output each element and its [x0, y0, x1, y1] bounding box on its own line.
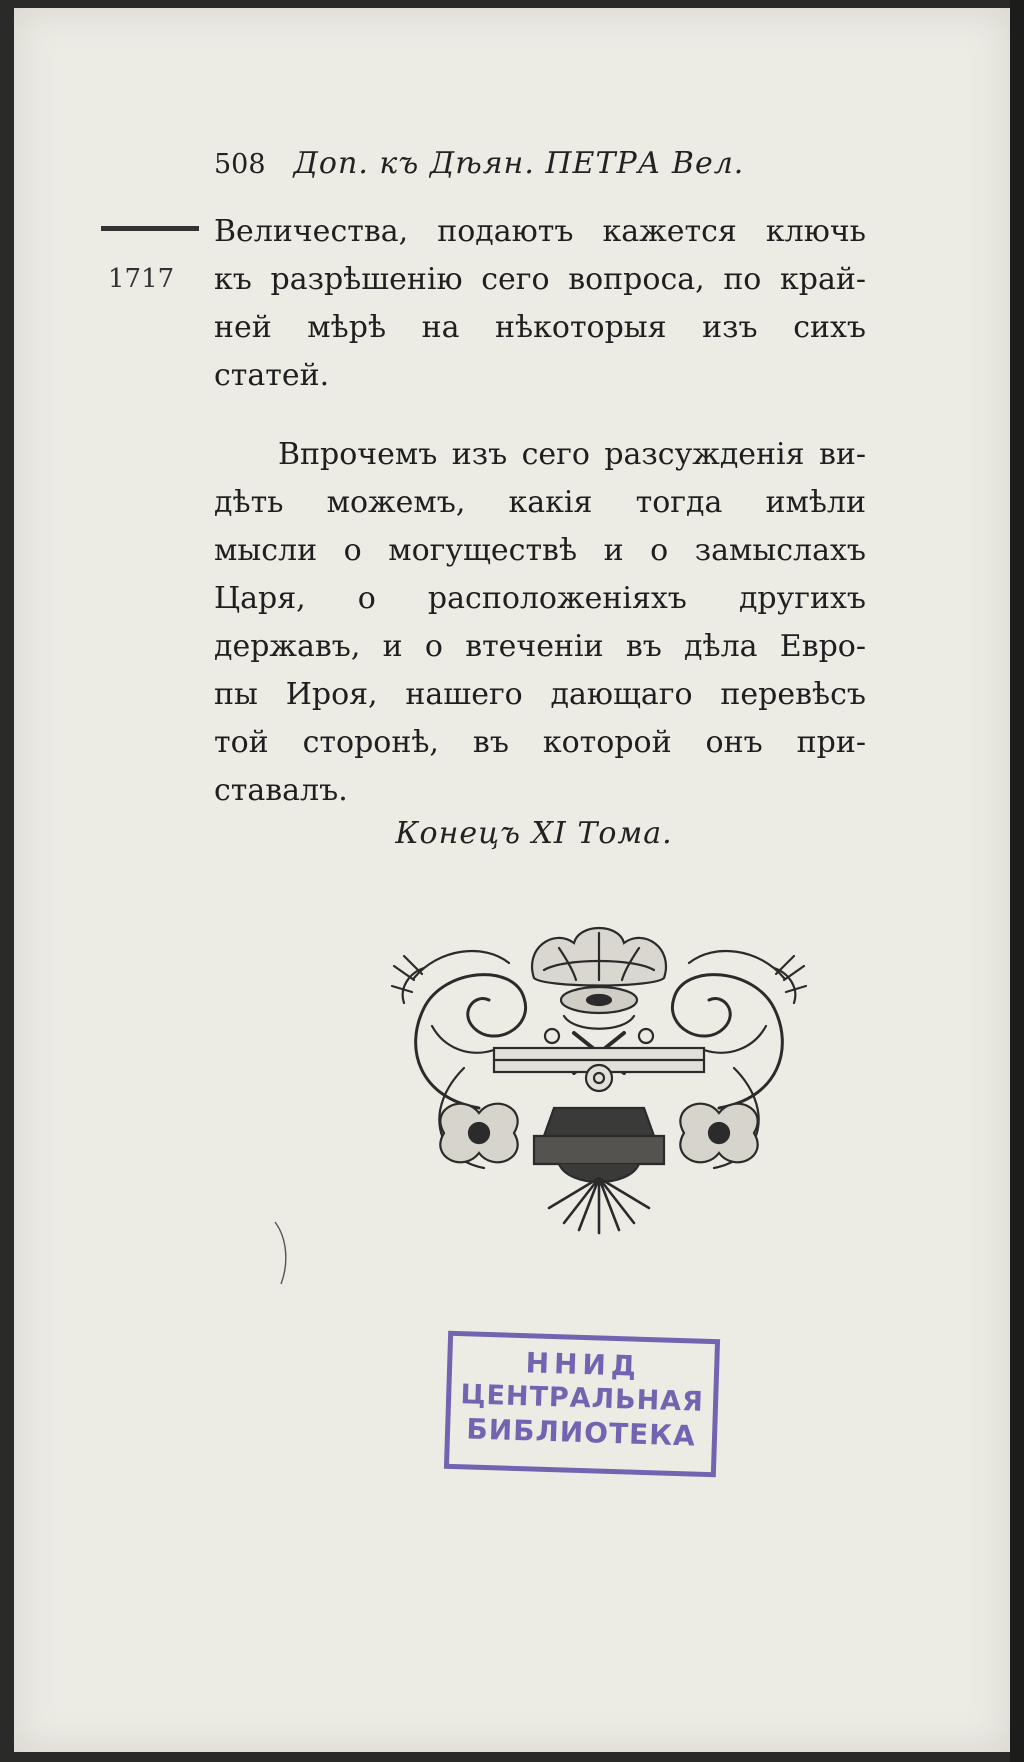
library-stamp [444, 1331, 720, 1477]
stamp-line: ННИД [525, 1346, 642, 1383]
stamp-line: ЦЕНТРАЛЬНАЯ [459, 1379, 705, 1418]
text-line: статей. [214, 358, 330, 393]
stamp-line: БИБЛИОТЕКА [465, 1412, 697, 1453]
running-title: Доп. къ Дѣян. ПЕТРА Вел. [293, 146, 745, 181]
text-line: мысли о могуществѣ и о замыслахъ [214, 533, 866, 568]
margin-year: 1717 [108, 264, 175, 294]
body-text [214, 208, 866, 815]
book-page [14, 8, 1010, 1752]
pencil-mark-icon [269, 1218, 299, 1288]
text-line: той сторонѣ, въ которой онъ при- [214, 725, 866, 760]
text-line: дѣть можемъ, какія тогда имѣли [214, 485, 866, 520]
paragraph-1 [214, 208, 866, 400]
page-number: 508 [214, 149, 266, 180]
paragraph-gap [214, 400, 866, 431]
text-line: Впрочемъ изъ сего разсужденія ви- [278, 437, 866, 472]
text-line: ставалъ. [214, 773, 348, 808]
margin-rule [101, 226, 199, 231]
page-header [214, 146, 854, 181]
text-line: Величества, подаютъ кажется ключь [214, 214, 866, 249]
tailpiece-ornament-icon [384, 908, 814, 1248]
text-line: пы Ироя, нашего дающаго перевѣсъ [214, 677, 866, 712]
text-line: Царя, о расположеніяхъ другихъ [214, 581, 866, 616]
paragraph-2 [214, 431, 866, 815]
text-line: державъ, и о втеченіи въ дѣла Евро- [214, 629, 866, 664]
text-line: къ разрѣшенію сего вопроса, по край- [214, 262, 866, 297]
text-line: ней мѣрѣ на нѣкоторыя изъ сихъ [214, 310, 866, 345]
book-binding-edge [1010, 0, 1024, 1762]
end-of-volume-note: Конецъ XI Тома. [395, 816, 673, 851]
